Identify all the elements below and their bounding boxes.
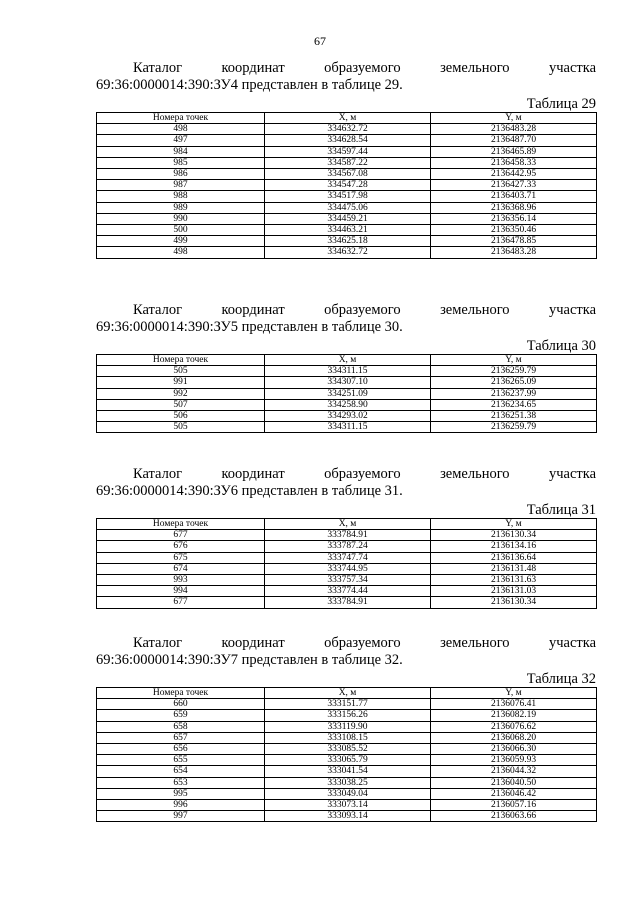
x-coordinate-cell: 333787.24 (265, 541, 431, 552)
y-coordinate-cell: 2136057.16 (431, 800, 597, 811)
table-row (97, 755, 597, 766)
point-number-cell: 986 (97, 169, 265, 180)
y-coordinate-cell: 2136063.66 (431, 811, 597, 822)
table-row (97, 563, 597, 574)
y-coordinate-cell: 2136044.32 (431, 766, 597, 777)
x-coordinate-cell: 334567.08 (265, 169, 431, 180)
x-coordinate-cell: 333784.91 (265, 530, 431, 541)
intro-paragraph (96, 60, 596, 94)
point-number-cell: 505 (97, 422, 265, 433)
table-row (97, 721, 597, 732)
table-caption: Таблица 31 (526, 502, 596, 518)
x-coordinate-cell: 333085.52 (265, 744, 431, 755)
point-number-cell: 674 (97, 563, 265, 574)
table-caption: Таблица 30 (526, 338, 596, 354)
catalog-section-32 (96, 635, 596, 822)
intro-paragraph (96, 466, 596, 500)
header-x: X, м (265, 519, 431, 530)
header-x: X, м (265, 113, 431, 124)
point-number-cell: 991 (97, 377, 265, 388)
table-header-row (97, 355, 597, 366)
x-coordinate-cell: 333156.26 (265, 710, 431, 721)
x-coordinate-cell: 333747.74 (265, 552, 431, 563)
table-row (97, 552, 597, 563)
table-row (97, 399, 597, 410)
table-row (97, 366, 597, 377)
y-coordinate-cell: 2136442.95 (431, 169, 597, 180)
y-coordinate-cell: 2136131.03 (431, 586, 597, 597)
intro-paragraph (96, 302, 596, 336)
catalog-section-31 (96, 466, 596, 609)
intro-line-2: 69:36:0000014:390:ЗУ7 представлен в таблице 32. (96, 652, 403, 668)
x-coordinate-cell: 333049.04 (265, 788, 431, 799)
intro-line-2: 69:36:0000014:390:ЗУ6 представлен в таблице 31. (96, 483, 403, 499)
table-row (97, 744, 597, 755)
point-number-cell: 990 (97, 213, 265, 224)
x-coordinate-cell: 334311.15 (265, 422, 431, 433)
table-row (97, 597, 597, 608)
table-row (97, 732, 597, 743)
table-row (97, 422, 597, 433)
point-number-cell: 660 (97, 699, 265, 710)
table-row (97, 180, 597, 191)
x-coordinate-cell: 334463.21 (265, 225, 431, 236)
header-y: Y, м (431, 355, 597, 366)
y-coordinate-cell: 2136131.48 (431, 563, 597, 574)
y-coordinate-cell: 2136130.34 (431, 597, 597, 608)
y-coordinate-cell: 2136403.71 (431, 191, 597, 202)
table-row (97, 146, 597, 157)
y-coordinate-cell: 2136046.42 (431, 788, 597, 799)
point-number-cell: 985 (97, 157, 265, 168)
y-coordinate-cell: 2136040.50 (431, 777, 597, 788)
table-row (97, 157, 597, 168)
x-coordinate-cell: 334625.18 (265, 236, 431, 247)
table-row (97, 169, 597, 180)
y-coordinate-cell: 2136131.63 (431, 575, 597, 586)
point-number-cell: 505 (97, 366, 265, 377)
x-coordinate-cell: 333774.44 (265, 586, 431, 597)
x-coordinate-cell: 333041.54 (265, 766, 431, 777)
table-row (97, 388, 597, 399)
x-coordinate-cell: 334307.10 (265, 377, 431, 388)
point-number-cell: 654 (97, 766, 265, 777)
x-coordinate-cell: 334587.22 (265, 157, 431, 168)
catalog-section-29 (96, 60, 596, 259)
table-header-row (97, 113, 597, 124)
point-number-cell: 995 (97, 788, 265, 799)
header-y: Y, м (431, 519, 597, 530)
y-coordinate-cell: 2136068.20 (431, 732, 597, 743)
table-caption: Таблица 29 (526, 96, 596, 112)
table-row (97, 530, 597, 541)
y-coordinate-cell: 2136483.28 (431, 247, 597, 258)
x-coordinate-cell: 333744.95 (265, 563, 431, 574)
x-coordinate-cell: 334475.06 (265, 202, 431, 213)
point-number-cell: 657 (97, 732, 265, 743)
point-number-cell: 676 (97, 541, 265, 552)
header-point-number: Номера точек (97, 519, 265, 530)
point-number-cell: 997 (97, 811, 265, 822)
intro-line-2: 69:36:0000014:390:ЗУ5 представлен в таблице 30. (96, 319, 403, 335)
point-number-cell: 989 (97, 202, 265, 213)
header-y: Y, м (431, 113, 597, 124)
x-coordinate-cell: 334547.28 (265, 180, 431, 191)
x-coordinate-cell: 334311.15 (265, 366, 431, 377)
point-number-cell: 993 (97, 575, 265, 586)
point-number-cell: 653 (97, 777, 265, 788)
coordinates-table (96, 687, 597, 822)
x-coordinate-cell: 334632.72 (265, 247, 431, 258)
header-x: X, м (265, 688, 431, 699)
point-number-cell: 984 (97, 146, 265, 157)
y-coordinate-cell: 2136251.38 (431, 411, 597, 422)
y-coordinate-cell: 2136076.41 (431, 699, 597, 710)
x-coordinate-cell: 334258.90 (265, 399, 431, 410)
header-point-number: Номера точек (97, 355, 265, 366)
y-coordinate-cell: 2136076.62 (431, 721, 597, 732)
x-coordinate-cell: 334293.02 (265, 411, 431, 422)
y-coordinate-cell: 2136134.16 (431, 541, 597, 552)
header-x: X, м (265, 355, 431, 366)
y-coordinate-cell: 2136350.46 (431, 225, 597, 236)
table-row (97, 191, 597, 202)
y-coordinate-cell: 2136487.70 (431, 135, 597, 146)
y-coordinate-cell: 2136066.30 (431, 744, 597, 755)
point-number-cell: 498 (97, 124, 265, 135)
y-coordinate-cell: 2136465.89 (431, 146, 597, 157)
table-row (97, 225, 597, 236)
coordinates-table (96, 112, 597, 259)
y-coordinate-cell: 2136237.99 (431, 388, 597, 399)
intro-line-2: 69:36:0000014:390:ЗУ4 представлен в таблице 29. (96, 77, 403, 93)
point-number-cell: 500 (97, 225, 265, 236)
table-row (97, 710, 597, 721)
x-coordinate-cell: 333119.90 (265, 721, 431, 732)
point-number-cell: 677 (97, 597, 265, 608)
intro-line-1: Каталог координат образуемого земельного участка (133, 466, 596, 482)
table-row (97, 236, 597, 247)
x-coordinate-cell: 334459.21 (265, 213, 431, 224)
y-coordinate-cell: 2136130.34 (431, 530, 597, 541)
table-row (97, 541, 597, 552)
table-row (97, 213, 597, 224)
catalog-section-30 (96, 302, 596, 433)
intro-line-1: Каталог координат образуемого земельного участка (133, 635, 596, 651)
table-row (97, 788, 597, 799)
y-coordinate-cell: 2136458.33 (431, 157, 597, 168)
table-row (97, 766, 597, 777)
table-row (97, 124, 597, 135)
table-row (97, 377, 597, 388)
table-row (97, 811, 597, 822)
point-number-cell: 655 (97, 755, 265, 766)
point-number-cell: 996 (97, 800, 265, 811)
point-number-cell: 506 (97, 411, 265, 422)
x-coordinate-cell: 334632.72 (265, 124, 431, 135)
table-row (97, 575, 597, 586)
x-coordinate-cell: 333038.25 (265, 777, 431, 788)
table-row (97, 777, 597, 788)
point-number-cell: 675 (97, 552, 265, 563)
table-header-row (97, 519, 597, 530)
coordinates-table (96, 518, 597, 609)
point-number-cell: 507 (97, 399, 265, 410)
y-coordinate-cell: 2136259.79 (431, 422, 597, 433)
point-number-cell: 658 (97, 721, 265, 732)
y-coordinate-cell: 2136259.79 (431, 366, 597, 377)
x-coordinate-cell: 334251.09 (265, 388, 431, 399)
header-point-number: Номера точек (97, 688, 265, 699)
point-number-cell: 497 (97, 135, 265, 146)
x-coordinate-cell: 334517.98 (265, 191, 431, 202)
x-coordinate-cell: 333073.14 (265, 800, 431, 811)
y-coordinate-cell: 2136234.65 (431, 399, 597, 410)
header-y: Y, м (431, 688, 597, 699)
intro-paragraph (96, 635, 596, 669)
point-number-cell: 677 (97, 530, 265, 541)
header-point-number: Номера точек (97, 113, 265, 124)
point-number-cell: 656 (97, 744, 265, 755)
x-coordinate-cell: 334628.54 (265, 135, 431, 146)
point-number-cell: 994 (97, 586, 265, 597)
x-coordinate-cell: 334597.44 (265, 146, 431, 157)
table-caption: Таблица 32 (526, 671, 596, 687)
table-row (97, 411, 597, 422)
page-number: 67 (314, 34, 326, 48)
y-coordinate-cell: 2136082.19 (431, 710, 597, 721)
y-coordinate-cell: 2136478.85 (431, 236, 597, 247)
point-number-cell: 498 (97, 247, 265, 258)
table-row (97, 699, 597, 710)
y-coordinate-cell: 2136368.96 (431, 202, 597, 213)
y-coordinate-cell: 2136136.64 (431, 552, 597, 563)
point-number-cell: 659 (97, 710, 265, 721)
table-header-row (97, 688, 597, 699)
table-row (97, 247, 597, 258)
y-coordinate-cell: 2136427.33 (431, 180, 597, 191)
coordinates-table (96, 354, 597, 433)
y-coordinate-cell: 2136356.14 (431, 213, 597, 224)
intro-line-1: Каталог координат образуемого земельного участка (133, 302, 596, 318)
point-number-cell: 992 (97, 388, 265, 399)
y-coordinate-cell: 2136265.09 (431, 377, 597, 388)
x-coordinate-cell: 333784.91 (265, 597, 431, 608)
point-number-cell: 987 (97, 180, 265, 191)
table-row (97, 135, 597, 146)
x-coordinate-cell: 333093.14 (265, 811, 431, 822)
table-row (97, 202, 597, 213)
point-number-cell: 499 (97, 236, 265, 247)
y-coordinate-cell: 2136483.28 (431, 124, 597, 135)
intro-line-1: Каталог координат образуемого земельного участка (133, 60, 596, 76)
table-row (97, 800, 597, 811)
x-coordinate-cell: 333151.77 (265, 699, 431, 710)
point-number-cell: 988 (97, 191, 265, 202)
x-coordinate-cell: 333065.79 (265, 755, 431, 766)
x-coordinate-cell: 333108.15 (265, 732, 431, 743)
table-row (97, 586, 597, 597)
y-coordinate-cell: 2136059.93 (431, 755, 597, 766)
x-coordinate-cell: 333757.34 (265, 575, 431, 586)
